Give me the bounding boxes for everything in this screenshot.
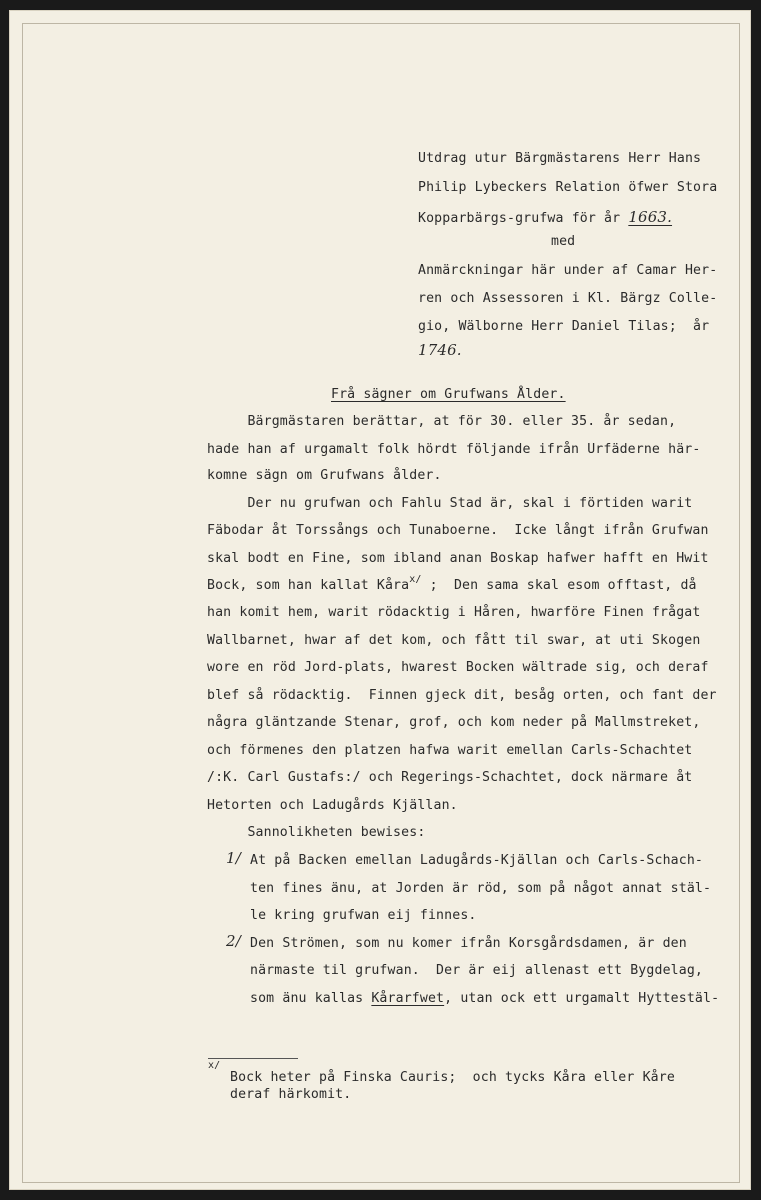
body-line: Bock, som han kallat Kåra$^{x/}$ ; Den sama skal esom offtast, då	[207, 574, 697, 593]
header-line-4: Anmärckningar här under af Camar Her-	[418, 263, 718, 278]
list-item-line: som änu kallas Kårarfwet, utan ock ett urgamalt Hyttestäl-	[250, 991, 720, 1006]
body-line: Bärgmästaren berättar, at för 30. eller 35. år sedan,	[207, 414, 677, 429]
list-item-line: le kring grufwan eij finnes.	[250, 908, 477, 923]
body-line: Hetorten och Ladugårds Kjällan.	[207, 798, 458, 813]
handwritten-year-1746: 1746.	[418, 341, 462, 359]
footnote-line: Bock heter på Finska Cauris; och tycks Kåra eller Kåre	[230, 1070, 675, 1085]
header-line-2: Philip Lybeckers Relation öfwer Stora	[418, 180, 718, 195]
body-line: och förmenes den platzen hafwa warit emellan Carls-Schachtet	[207, 743, 693, 758]
body-line: skal bodt en Fine, som ibland anan Boskap hafwer hafft en Hwit	[207, 551, 709, 566]
header-line-6: gio, Wälborne Herr Daniel Tilas; år	[418, 319, 710, 334]
body-line: Sannolikheten bewises:	[207, 825, 426, 840]
handwritten-year-1663: 1663.	[628, 208, 673, 226]
body-line: blef så rödacktig. Finnen gjeck dit, besåg orten, och fant der	[207, 688, 717, 703]
body-line: komne sägn om Grufwans ålder.	[207, 468, 442, 483]
footnote-rule	[208, 1058, 298, 1059]
body-line: hade han af urgamalt folk hördt följande ifrån Urfäderne här-	[207, 442, 701, 457]
header-line-1: Utdrag utur Bärgmästarens Herr Hans	[418, 151, 702, 166]
footnote-line: deraf härkomit.	[230, 1087, 352, 1102]
header-line-5: ren och Assessoren i Kl. Bärgz Colle-	[418, 291, 718, 306]
body-line: Der nu grufwan och Fahlu Stad är, skal i förtiden warit	[207, 496, 693, 511]
page-border	[22, 23, 740, 1183]
body-line: /:K. Carl Gustafs:/ och Regerings-Schachtet, dock närmare åt	[207, 770, 693, 785]
section-title: Frå sägner om Grufwans Ålder.	[331, 387, 566, 402]
list-number: 1/	[226, 849, 241, 867]
list-item-line: närmaste til grufwan. Der är eij allenast ett Bygdelag,	[250, 963, 704, 978]
body-line: Wallbarnet, hwar af det kom, och fått til swar, at uti Skogen	[207, 633, 701, 648]
header-line-3: Kopparbärgs-grufwa för år 1663.	[418, 208, 673, 226]
list-number: 2/	[226, 932, 241, 950]
body-line: han komit hem, warit rödacktig i Håren, hwarföre Finen frågat	[207, 605, 701, 620]
underlined-place-name: Kårarfwet	[371, 991, 445, 1006]
list-item-line: Den Strömen, som nu komer ifrån Korsgårdsdamen, är den	[250, 936, 687, 951]
footnote-reference-mark: x/	[409, 574, 422, 585]
list-item-line: At på Backen emellan Ladugårds-Kjällan och Carls-Schach-	[250, 853, 704, 868]
header-med: med	[551, 234, 576, 249]
list-item-line: ten fines änu, at Jorden är röd, som på något annat stäl-	[250, 881, 712, 896]
body-line: Fäbodar åt Torssångs och Tunaboerne. Icke långt ifrån Grufwan	[207, 523, 709, 538]
footnote-mark: x/	[208, 1060, 221, 1071]
body-line: wore en röd Jord-plats, hwarest Bocken wältrade sig, och deraf	[207, 660, 709, 675]
body-line: några gläntzande Stenar, grof, och kom neder på Mallmstreket,	[207, 715, 701, 730]
